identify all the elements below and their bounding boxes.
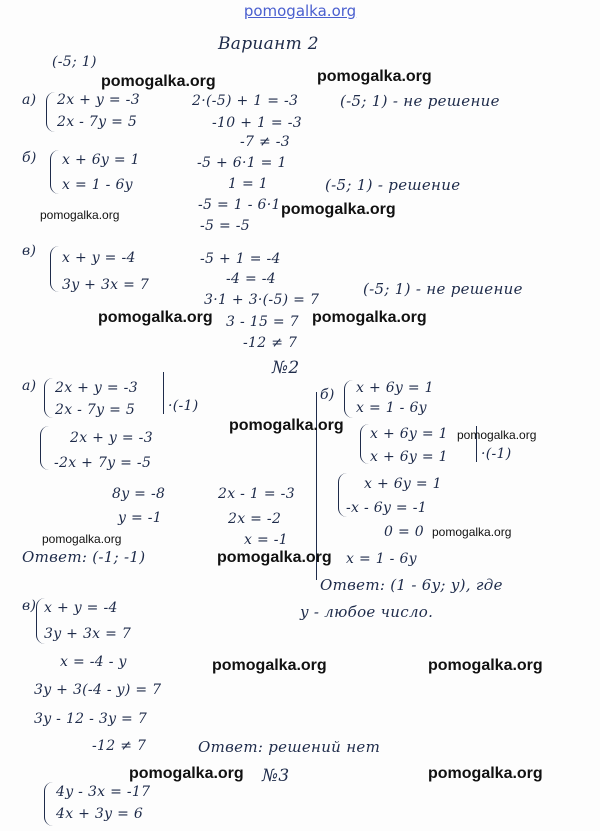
task2-b-answer: Ответ: (1 - 6y; y), где [320,576,503,594]
task1-b-work2: 1 = 1 [228,176,268,192]
watermark: pomogalka.org [101,73,216,90]
task1-b-result: (-5; 1) - решение [325,176,461,194]
task2-a-answer: Ответ: (-1; -1) [22,548,146,566]
task1-c-brace [50,246,59,292]
task2-b-eq4: x + 6y = 1 [370,449,448,465]
task2-a-eq1: 2x + y = -3 [55,380,138,396]
watermark: pomogalka.org [40,208,120,222]
task2-c-answer: Ответ: решений нет [198,738,381,756]
watermark: pomogalka.org [457,428,537,442]
task2-a-multiplier: ·(-1) [168,398,199,414]
task1-c-eq1: x + y = -4 [62,250,136,266]
task1-a-label: а) [22,92,37,108]
task1-b-label: б) [22,150,37,166]
point-label: (-5; 1) [52,54,97,70]
watermark: pomogalka.org [317,68,432,85]
task1-b-eq2: x = 1 - 6y [62,177,133,193]
task1-a-eq2: 2x - 7y = 5 [57,114,138,130]
task1-b-brace [50,150,59,194]
task2-b-zero: 0 = 0 [384,524,424,540]
task1-c-work2: -4 = -4 [226,271,277,287]
site-link[interactable]: pomogalka.org [243,2,357,20]
task1-a-eq1: 2x + y = -3 [57,92,140,108]
variant-title: Вариант 2 [218,34,319,54]
task1-a-brace [46,92,55,132]
task1-b-work3: -5 = 1 - 6·1 [198,197,281,213]
task2-c-step3: 3y - 12 - 3y = 7 [34,711,148,727]
task1-a-result: (-5; 1) - не решение [340,92,500,110]
watermark: pomogalka.org [229,417,344,434]
task2-a-eq2: 2x - 7y = 5 [55,402,136,418]
task2-a-eq3: 2x + y = -3 [70,430,153,446]
task1-c-eq2: 3y + 3x = 7 [62,277,150,293]
watermark: pomogalka.org [432,525,512,539]
watermark: pomogalka.org [212,657,327,674]
watermark: pomogalka.org [98,309,213,326]
task2-b-answer2: y - любое число. [300,603,434,621]
task2-a-step1: 8y = -8 [112,486,166,502]
task1-a-work1: 2·(-5) + 1 = -3 [192,93,299,109]
watermark: pomogalka.org [281,201,396,218]
task3-eq1: 4y - 3x = -17 [56,784,151,800]
task1-a-work2: -10 + 1 = -3 [212,115,302,131]
task2-c-step1: x = -4 - y [60,654,127,670]
task3-eq2: 4x + 3y = 6 [56,806,144,822]
watermark: pomogalka.org [129,765,244,782]
task1-c-result: (-5; 1) - не решение [363,280,523,298]
watermark: pomogalka.org [217,549,332,566]
task1-b-eq1: x + 6y = 1 [62,152,140,168]
task1-c-work5: -12 ≠ 7 [243,335,298,351]
task2-b-eq6: -x - 6y = -1 [346,500,427,516]
task2-b-eq5: x + 6y = 1 [364,476,442,492]
task2-b-brace [344,380,353,418]
task2-c-eq1: x + y = -4 [44,600,118,616]
task1-c-label: в) [22,243,37,259]
watermark: pomogalka.org [428,765,543,782]
task3-number: №3 [262,766,290,786]
watermark: pomogalka.org [42,532,122,546]
task1-c-work3: 3·1 + 3·(-5) = 7 [204,292,320,308]
task2-b-label: б) [320,387,335,403]
task3-brace [44,782,53,826]
task2-b-expr: x = 1 - 6y [346,551,417,567]
task2-a-side1: 2x - 1 = -3 [218,486,295,502]
task2-b-eq3: x + 6y = 1 [370,426,448,442]
task2-c-step2: 3y + 3(-4 - y) = 7 [34,682,162,698]
task2-b-eq1: x + 6y = 1 [356,380,434,396]
task2-a-brace2 [40,426,49,470]
task2-number: №2 [272,358,300,378]
task2-a-brace [44,378,53,418]
watermark: pomogalka.org [428,657,543,674]
task1-b-work4: -5 = -5 [200,218,251,234]
task2-a-mult-bar [163,372,164,414]
task1-c-work1: -5 + 1 = -4 [200,251,281,267]
task2-a-label: а) [22,378,37,394]
watermark: pomogalka.org [312,309,427,326]
task1-a-work3: -7 ≠ -3 [240,134,291,150]
task2-c-step4: -12 ≠ 7 [92,738,147,754]
task2-b-eq2: x = 1 - 6y [356,400,427,416]
task2-a-side2: 2x = -2 [228,511,282,527]
task2-c-label: в) [22,598,37,614]
task1-c-work4: 3 - 15 = 7 [226,314,299,330]
task2-b-brace2 [360,424,369,464]
task2-c-eq2: 3y + 3x = 7 [44,626,132,642]
task2-b-multiplier: ·(-1) [481,446,512,462]
task1-b-work1: -5 + 6·1 = 1 [197,155,287,171]
task2-a-step2: y = -1 [118,510,162,526]
task2-a-eq4: -2x + 7y = -5 [54,455,152,471]
task2-a-side3: x = -1 [244,532,288,548]
